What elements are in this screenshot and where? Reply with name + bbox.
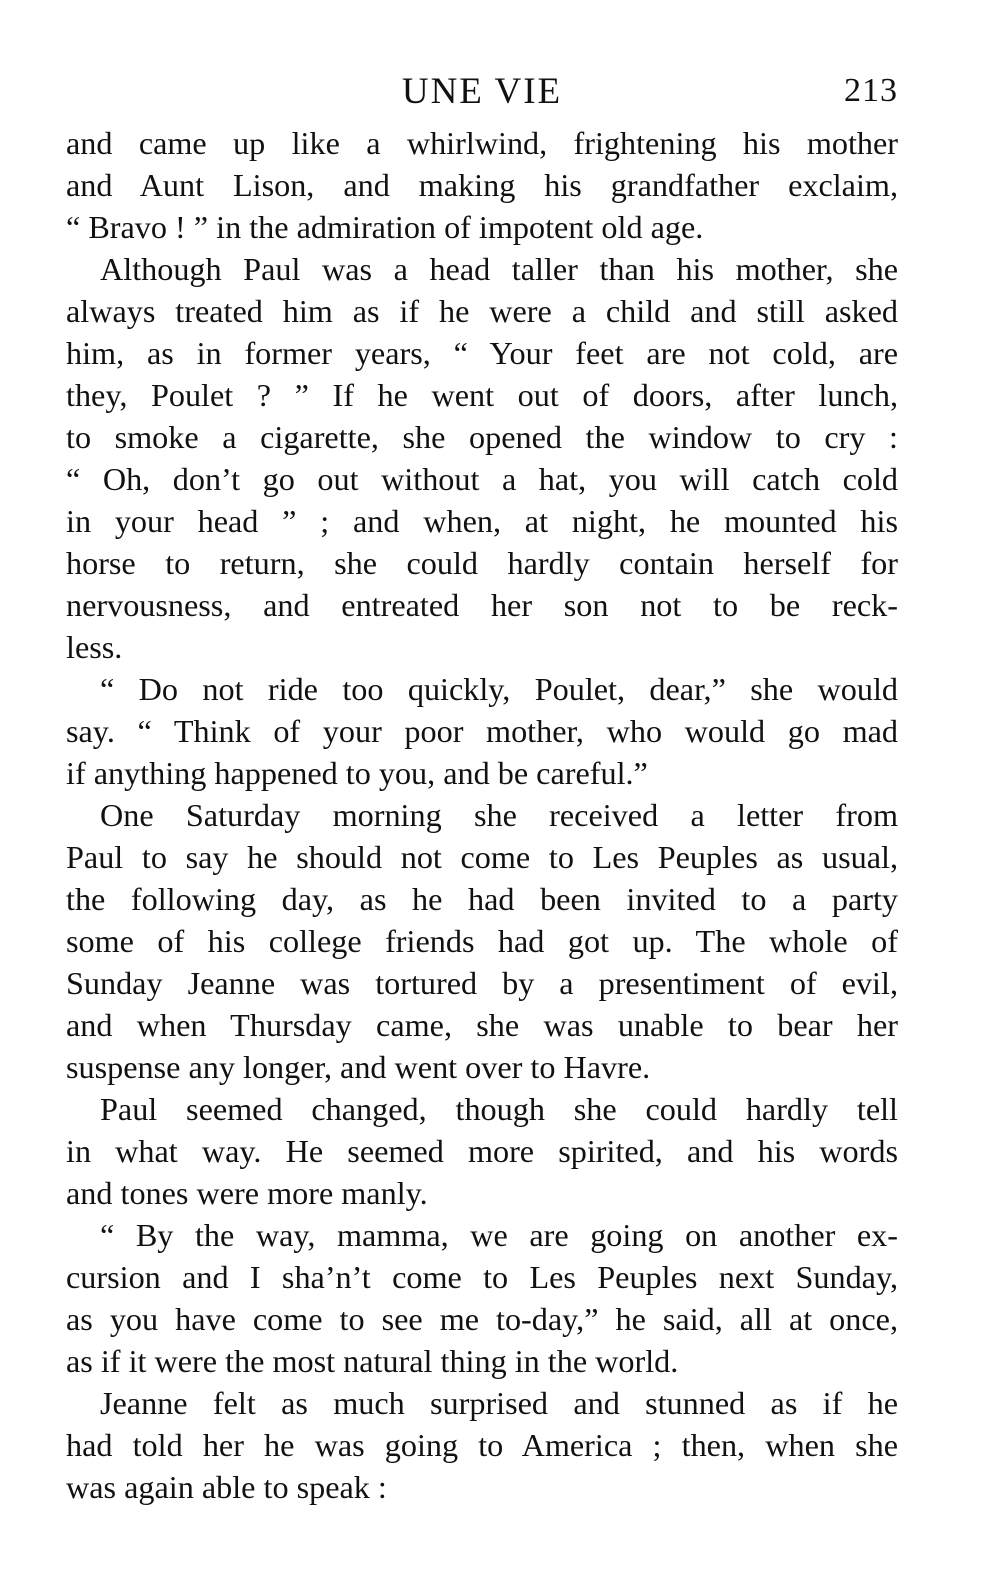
text-line: if anything happened to you, and be careful.” [66,755,648,791]
text-line: Although Paul was a head taller than his mother, she [100,251,898,287]
text-line: Paul seemed changed, though she could hardly tell [100,1091,898,1127]
text-line: in what way. He seemed more spirited, and his words [66,1133,898,1169]
text-line: “ Do not ride too quickly, Poulet, dear,” she would [100,671,898,707]
text-line: had told her he was going to America ; then, when she [66,1427,898,1463]
text-line: Paul to say he should not come to Les Peuples as usual, [66,839,898,875]
text-line: in your head ” ; and when, at night, he mounted his [66,503,898,539]
text-line: One Saturday morning she received a letter from [100,797,898,833]
text-line: and tones were more manly. [66,1175,428,1211]
text-line: to smoke a cigarette, she opened the window to cry : [66,419,898,455]
text-line: and Aunt Lison, and making his grandfather exclaim, [66,167,898,203]
text-line: horse to return, she could hardly contain herself for [66,545,898,581]
text-line: nervousness, and entreated her son not to be reck- [66,587,898,623]
text-line: say. “ Think of your poor mother, who would go mad [66,713,898,749]
page-number: 213 [844,72,898,109]
text-line: “ By the way, mamma, we are going on another ex- [100,1217,898,1253]
text-line: and when Thursday came, she was unable to bear her [66,1007,898,1043]
text-line: was again able to speak : [66,1469,387,1505]
text-line: him, as in former years, “ Your feet are not cold, are [66,335,898,371]
text-line: “ Bravo ! ” in the admiration of impotent old age. [66,209,704,245]
text-line: Jeanne felt as much surprised and stunned as if he [100,1385,898,1421]
page-header [66,66,898,122]
text-line: Sunday Jeanne was tortured by a presentiment of evil, [66,965,898,1001]
text-line: cursion and I sha’n’t come to Les Peuples next Sunday, [66,1259,898,1295]
running-title: UNE VIE [401,71,563,112]
text-line: some of his college friends had got up. The whole of [66,923,898,959]
text-line: and came up like a whirlwind, frightening his mother [66,125,898,161]
text-line: the following day, as he had been invited to a party [66,881,898,917]
body-text [66,122,898,1508]
text-line: as you have come to see me to-day,” he said, all at once, [66,1301,898,1337]
text-line: they, Poulet ? ” If he went out of doors, after lunch, [66,377,898,413]
text-line: “ Oh, don’t go out without a hat, you will catch cold [66,461,898,497]
text-line: as if it were the most natural thing in the world. [66,1343,679,1379]
text-line: less. [66,629,123,665]
book-page [66,66,898,1508]
text-line: suspense any longer, and went over to Havre. [66,1049,651,1085]
text-line: always treated him as if he were a child and still asked [66,293,898,329]
